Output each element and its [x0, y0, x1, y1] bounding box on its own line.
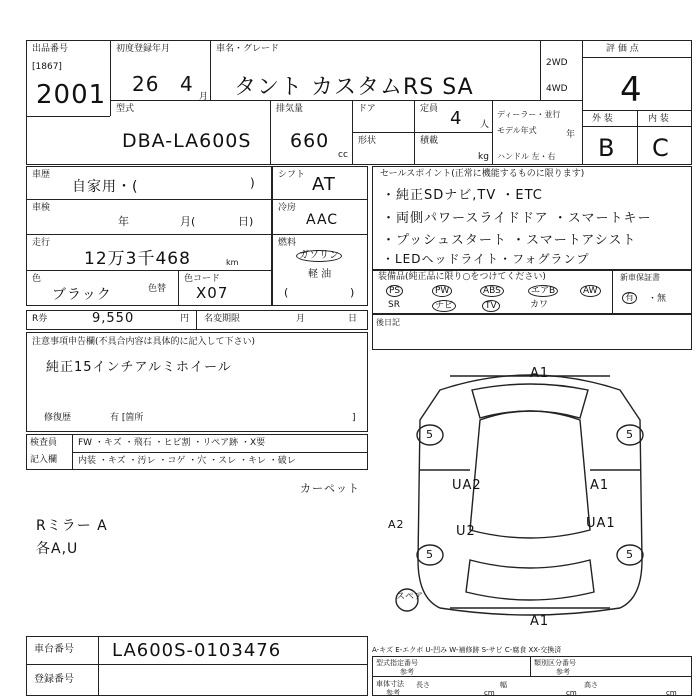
dims-label: 車体寸法: [376, 680, 404, 688]
first-reg-month-unit: 月: [199, 92, 209, 102]
car-damage-diagram: [380, 360, 680, 620]
type-value: DBA-LA600S: [122, 130, 252, 152]
inspection-year: 年: [118, 215, 129, 228]
shape-label: 形状: [358, 136, 377, 146]
remark-1: Rミラー A: [36, 518, 108, 534]
name-change-day: 日: [348, 314, 358, 324]
height-label: 高さ: [584, 681, 598, 689]
divider: [196, 310, 197, 330]
spec-label: 型式指定番号: [376, 659, 418, 667]
inspector-label: 検査員: [30, 438, 58, 448]
damage-right-body: UA1: [586, 516, 616, 531]
drive-4wd: 4WD: [546, 84, 568, 94]
input-frame: [372, 314, 692, 350]
history-label: 車歴: [32, 170, 51, 180]
warranty-label: 新車保証書: [620, 273, 660, 282]
divider: [98, 636, 99, 696]
drive-2wd: 2WD: [546, 58, 568, 68]
dealer-label: ディーラー・並行: [497, 110, 561, 119]
divider: [372, 676, 692, 677]
tire-mark-fl: 5: [426, 428, 433, 441]
height-unit: cm: [666, 689, 677, 697]
recycle-frame: [26, 310, 368, 330]
damage-bottom: A1: [530, 614, 550, 629]
model-grade: タント カスタムRS SA: [234, 75, 474, 100]
fuel-label: 燃料: [278, 238, 297, 248]
divider: [26, 199, 272, 200]
notes-frame: [26, 332, 368, 432]
damage-front-top: A1: [530, 366, 550, 381]
tire-mark-rr: 5: [626, 548, 633, 561]
equip-aw: AW: [580, 285, 601, 297]
first-reg-month: 4: [180, 72, 194, 96]
type-label: 型式: [116, 104, 135, 114]
interior-grade: C: [652, 134, 670, 162]
spec-ref: 参考: [400, 668, 414, 676]
damage-legend: A-キズ E-エクボ U-凹み W-補修跡 S-サビ C-腐食 XX-交換済: [372, 646, 562, 654]
divider: [272, 199, 368, 200]
model-year-label: モデル年式: [497, 126, 537, 135]
shift-value: AT: [312, 174, 336, 195]
exterior-grade: B: [598, 134, 616, 162]
handle-label: ハンドル 左・右: [497, 152, 556, 161]
equip-airbag: エアB: [528, 285, 558, 297]
note-title: 注意事項申告欄(不具合内容は具体的に記入して下さい): [32, 337, 256, 347]
registration-label: 登録番号: [34, 674, 74, 685]
note-text: 純正15インチアルミホイール: [46, 360, 232, 375]
equip-pw: PW: [432, 285, 452, 297]
color-value: ブラック: [52, 287, 112, 303]
capacity-value: 4: [450, 108, 463, 129]
paren-close: ): [350, 286, 355, 299]
equip-tv: TV: [482, 300, 500, 312]
damage-right-roof: A1: [590, 478, 610, 493]
ac-value: AAC: [306, 212, 339, 228]
color-label: 色: [32, 274, 42, 284]
damage-left-roof: UA2: [452, 478, 482, 493]
divider: [492, 100, 493, 165]
selling-point-3: ・プッシュスタート ・スマートアシスト: [382, 233, 637, 248]
inspection-month: 月(: [180, 215, 196, 228]
load-label: 積載: [420, 136, 439, 146]
interior-label: 内 装: [648, 114, 669, 124]
divider: [582, 40, 583, 165]
divider: [178, 270, 179, 306]
light-oil: 軽 油: [308, 269, 332, 280]
divider: [72, 452, 368, 453]
capacity-label: 定員: [420, 104, 439, 114]
chassis-value: LA600S-0103476: [112, 640, 282, 661]
width-unit: cm: [566, 689, 577, 697]
score: 4: [620, 70, 643, 110]
lot-label: 出品番号: [32, 44, 69, 54]
category-ref: 参考: [556, 668, 570, 676]
equipment-title: 装備品(純正品に限り○をつけてください): [378, 272, 546, 282]
paren-open: (: [284, 286, 289, 299]
tire-mark-rl: 5: [426, 548, 433, 561]
divider: [26, 664, 368, 665]
door-label: ドア: [358, 104, 376, 114]
equip-leather: カワ: [530, 300, 549, 310]
exterior-label: 外 装: [592, 114, 613, 124]
fw-row: FW ・キズ ・飛石 ・ヒビ割 ・リペア跡 ・X要: [78, 438, 266, 448]
equip-navi: ナビ: [432, 300, 456, 312]
yen: 円: [180, 314, 190, 324]
name-change-month: 月: [296, 314, 306, 324]
name-change-label: 名変期限: [204, 314, 241, 324]
warranty-no: ・無: [648, 294, 667, 304]
divider: [612, 270, 613, 314]
divider: [637, 110, 638, 165]
repair-close: ]: [352, 413, 356, 423]
cc-unit: cc: [338, 150, 348, 160]
input-label: 後日記: [376, 318, 400, 327]
divider: [210, 40, 211, 100]
inspection-label: 車検: [32, 203, 51, 213]
tire-mark-fr: 5: [626, 428, 633, 441]
fuel-value: ガソリン: [296, 250, 342, 262]
color-code-value: X07: [196, 284, 229, 302]
dims-ref: 参考: [386, 689, 400, 697]
history-value: 自家用・(: [72, 179, 139, 195]
color-code-label: 色コード: [184, 274, 221, 284]
equip-abs: ABS: [480, 285, 504, 297]
chassis-label: 車台番号: [34, 644, 74, 655]
mileage-value: 12万3千468: [84, 249, 191, 269]
kg-unit: kg: [478, 152, 489, 162]
divider: [26, 234, 272, 235]
displacement-value: 660: [290, 130, 330, 152]
year-unit: 年: [566, 130, 576, 140]
r-value: 9,550: [92, 311, 135, 326]
selling-point-2: ・両側パワースライドドア ・スマートキー: [382, 211, 652, 226]
warranty-yes: 有: [622, 292, 637, 304]
car-hood: [472, 384, 588, 418]
shift-label: シフト: [278, 170, 306, 180]
displacement-label: 排気量: [276, 104, 304, 114]
repair-label: 修復歴: [44, 413, 72, 423]
history-close: ): [250, 176, 255, 190]
divider: [110, 40, 111, 116]
first-reg-year: 26: [132, 72, 160, 96]
damage-left-body: U2: [456, 524, 476, 539]
mileage-label: 走行: [32, 238, 51, 248]
r-label: R券: [32, 314, 48, 324]
first-reg-label: 初度登録年月: [116, 44, 171, 54]
capacity-unit: 人: [480, 120, 490, 130]
divider: [270, 100, 271, 165]
repair-value: 有 [箇所: [110, 413, 144, 423]
equip-sr: SR: [388, 300, 400, 310]
lot-number: 2001: [36, 80, 107, 110]
ac-label: 冷房: [278, 203, 297, 213]
divider: [26, 116, 110, 117]
score-label: 評 価 点: [606, 44, 639, 54]
equip-ps: PS: [386, 285, 403, 297]
selling-point-4: ・LEDヘッドライト・フォグランプ: [382, 252, 590, 266]
divider: [26, 270, 272, 271]
car-roof: [470, 411, 590, 538]
divider: [530, 656, 531, 676]
divider: [352, 132, 492, 133]
carpet-note: カーペット: [300, 482, 360, 495]
spare-label: スペア: [396, 592, 424, 602]
selling-point-1: ・純正SDナビ,TV ・ETC: [382, 188, 543, 203]
color-change-label: 色替: [148, 284, 167, 294]
inspection-day: 日): [238, 215, 254, 228]
selling-points-title: セールスポイント(正常に機能するものに限ります): [380, 169, 585, 179]
lot-sub: [1867]: [32, 62, 62, 72]
divider: [582, 57, 692, 58]
length-unit: cm: [484, 689, 495, 697]
entry-label: 記入欄: [30, 455, 58, 465]
car-rear: [466, 560, 594, 600]
width-label: 幅: [500, 681, 507, 689]
length-label: 長さ: [416, 681, 430, 689]
category-label: 類別区分番号: [534, 659, 576, 667]
divider: [540, 40, 541, 100]
remark-2: 各A,U: [36, 541, 79, 557]
model-grade-label: 車名・グレード: [216, 44, 280, 54]
damage-left-side: A2: [388, 518, 405, 531]
km-unit: km: [226, 258, 239, 267]
divider: [272, 234, 368, 235]
interior-row: 内装 ・キズ ・汚レ ・コゲ ・穴 ・スレ ・キレ ・破レ: [78, 456, 296, 466]
